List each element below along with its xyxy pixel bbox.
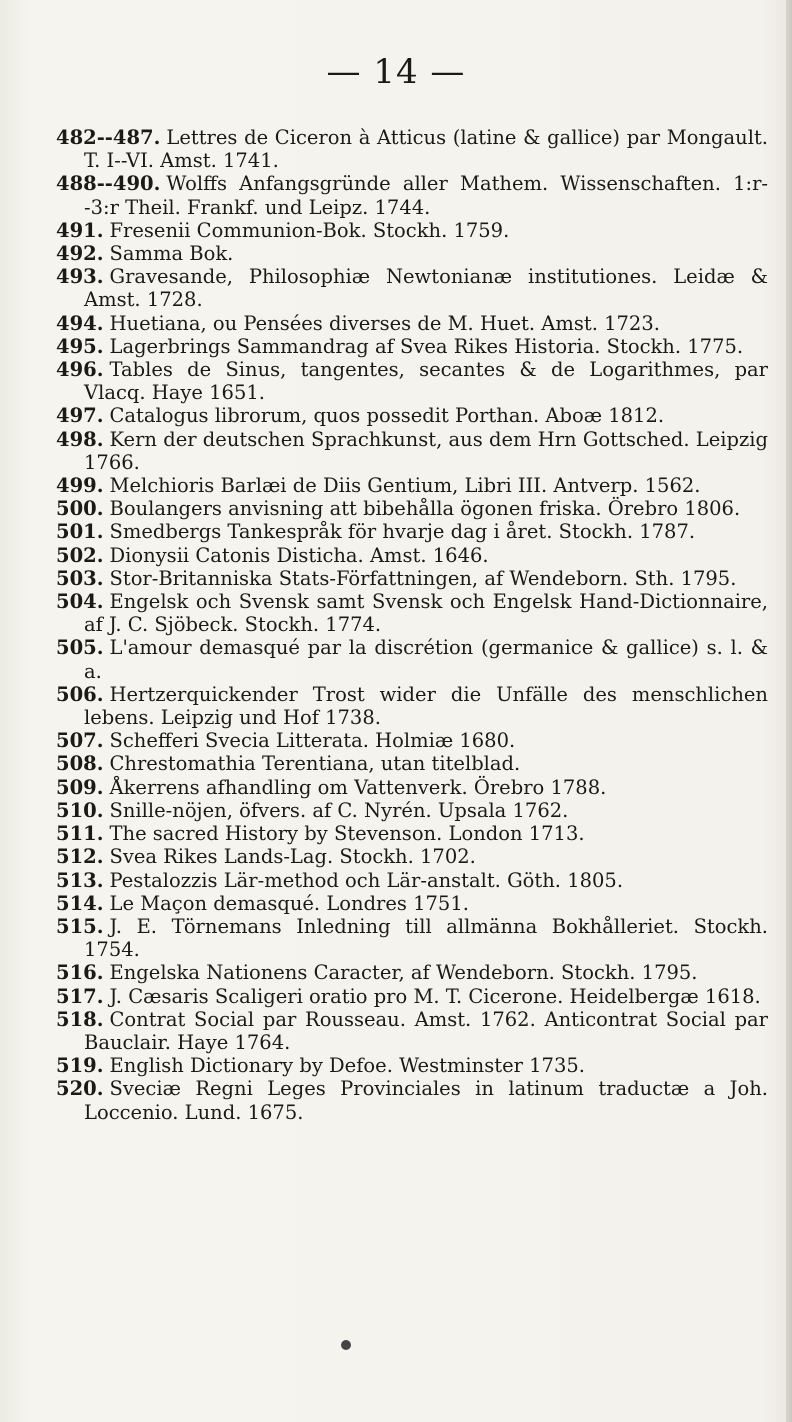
entry-number: 492. — [56, 242, 104, 266]
catalogue-entry — [56, 404, 768, 427]
catalogue-entry — [56, 915, 768, 961]
catalogue-entry — [56, 845, 768, 868]
entry-number: 512. — [56, 845, 104, 869]
page-number: — 14 — — [326, 52, 466, 92]
entry-text: Snille-nöjen, öfvers. af C. Nyrén. Upsala 1762. — [109, 798, 569, 822]
catalogue-entry — [56, 776, 768, 799]
catalogue-entry — [56, 242, 768, 265]
entry-text: Engelsk och Svensk samt Svensk och Engelsk Hand-Dictionnaire, af J. C. Sjöbeck. Stockh. 1774. — [84, 590, 768, 637]
catalogue-entry — [56, 799, 768, 822]
ink-blot — [341, 1340, 351, 1350]
catalogue-entry — [56, 729, 768, 752]
catalogue-entry — [56, 544, 768, 567]
entry-number: 507. — [56, 729, 104, 753]
entry-text: Wolffs Anfangsgründe aller Mathem. Wissenschaften. 1:r--3:r Theil. Frankf. und Leipz. 1744. — [84, 172, 768, 219]
entry-text: Schefferi Svecia Litterata. Holmiæ 1680. — [109, 729, 516, 753]
entry-number: 503. — [56, 566, 104, 590]
catalogue-entry — [56, 752, 768, 775]
entry-number: 502. — [56, 543, 104, 567]
entry-number: 505. — [56, 636, 104, 660]
entry-number: 517. — [56, 984, 104, 1008]
entry-text: Huetiana, ou Pensées diverses de M. Huet. Amst. 1723. — [109, 311, 660, 335]
catalogue-entry — [56, 590, 768, 636]
entry-text: Stor-Britanniska Stats-Författningen, af Wendeborn. Sth. 1795. — [109, 566, 737, 590]
entry-text: Chrestomathia Terentiana, utan titelblad. — [109, 752, 521, 776]
catalogue-entry — [56, 335, 768, 358]
entry-text: J. Cæsaris Scaligeri oratio pro M. T. Cicerone. Heidelbergæ 1618. — [109, 984, 761, 1008]
entry-text: Gravesande, Philosophiæ Newtonianæ institutiones. Leidæ & Amst. 1728. — [84, 265, 768, 312]
catalogue-entry — [56, 265, 768, 311]
catalogue-entry — [56, 961, 768, 984]
entry-text: Åkerrens afhandling om Vattenverk. Örebro 1788. — [109, 775, 607, 799]
catalogue-entry — [56, 1054, 768, 1077]
entry-text: Tables de Sinus, tangentes, secantes & de Logarithmes, par Vlacq. Haye 1651. — [84, 358, 768, 405]
entry-number: 520. — [56, 1077, 104, 1101]
entry-text: Smedbergs Tankespråk för hvarje dag i året. Stockh. 1787. — [109, 520, 696, 544]
entry-number: 498. — [56, 427, 104, 451]
entry-text: Le Maçon demasqué. Londres 1751. — [109, 891, 469, 915]
catalogue-entry — [56, 219, 768, 242]
catalogue-entry — [56, 172, 768, 218]
catalogue-entry — [56, 126, 768, 172]
entry-number: 488--490. — [56, 172, 161, 196]
entry-number: 509. — [56, 775, 104, 799]
entry-number: 495. — [56, 334, 104, 358]
entry-text: Dionysii Catonis Disticha. Amst. 1646. — [109, 543, 489, 567]
entry-number: 494. — [56, 311, 104, 335]
catalogue-entry — [56, 520, 768, 543]
catalogue-list — [56, 126, 768, 1124]
entry-text: J. E. Törnemans Inledning till allmänna Bokhålleriet. Stockh. 1754. — [84, 914, 768, 962]
entry-text: Pestalozzis Lär-method och Lär-anstalt. Göth. 1805. — [109, 868, 624, 892]
catalogue-entry — [56, 567, 768, 590]
catalogue-entry — [56, 474, 768, 497]
entry-number: 508. — [56, 752, 104, 776]
entry-text: L'amour demasqué par la discrétion (germanice & gallice) s. l. & a. — [84, 636, 768, 683]
entry-number: 501. — [56, 520, 104, 544]
entry-text: Sveciæ Regni Leges Provinciales in latinum traductæ a Joh. Loccenio. Lund. 1675. — [84, 1077, 768, 1124]
catalogue-entry — [56, 312, 768, 335]
catalogue-entry — [56, 636, 768, 682]
catalogue-entry — [56, 358, 768, 404]
entry-number: 497. — [56, 404, 104, 428]
entry-text: Hertzerquickender Trost wider die Unfälle des menschlichen lebens. Leipzig und Hof 1738. — [84, 682, 768, 730]
entry-number: 504. — [56, 590, 104, 614]
entry-text: Catalogus librorum, quos possedit Porthan. Aboæ 1812. — [109, 404, 665, 428]
entry-number: 513. — [56, 868, 104, 892]
entry-number: 510. — [56, 798, 104, 822]
catalogue-entry — [56, 892, 768, 915]
entry-number: 519. — [56, 1054, 104, 1078]
entry-number: 511. — [56, 822, 104, 846]
entry-number: 515. — [56, 914, 104, 938]
entry-text: Kern der deutschen Sprachkunst, aus dem Hrn Gottsched. Leipzig 1766. — [84, 427, 768, 474]
page-edge — [786, 0, 792, 1422]
entry-number: 499. — [56, 474, 104, 498]
entry-number: 491. — [56, 218, 104, 242]
entry-text: Fresenii Communion-Bok. Stockh. 1759. — [109, 218, 510, 242]
entry-number: 516. — [56, 961, 104, 985]
entry-number: 518. — [56, 1007, 104, 1031]
entry-text: Samma Bok. — [109, 242, 234, 266]
catalogue-entry — [56, 683, 768, 729]
entry-number: 506. — [56, 682, 104, 706]
entry-text: Lettres de Ciceron à Atticus (latine & gallice) par Mongault. T. I--VI. Amst. 1741. — [84, 126, 768, 173]
entry-text: Lagerbrings Sammandrag af Svea Rikes Historia. Stockh. 1775. — [109, 334, 744, 358]
entry-number: 496. — [56, 358, 104, 382]
entry-text: Melchioris Barlæi de Diis Gentium, Libri III. Antverp. 1562. — [109, 474, 701, 498]
entry-number: 482--487. — [56, 126, 161, 149]
catalogue-entry — [56, 497, 768, 520]
entry-text: Contrat Social par Rousseau. Amst. 1762. Anticontrat Social par Bauclair. Haye 1764. — [84, 1007, 768, 1054]
catalogue-entry — [56, 869, 768, 892]
catalogue-entry — [56, 985, 768, 1008]
entry-text: The sacred History by Stevenson. London 1713. — [109, 822, 585, 846]
entry-text: English Dictionary by Defoe. Westminster 1735. — [109, 1054, 585, 1078]
catalogue-entry — [56, 428, 768, 474]
entry-text: Engelska Nationens Caracter, af Wendeborn. Stockh. 1795. — [109, 961, 698, 985]
entry-number: 493. — [56, 265, 104, 289]
entry-text: Boulangers anvisning att bibehålla ögonen friska. Örebro 1806. — [109, 497, 741, 521]
entry-number: 500. — [56, 497, 104, 521]
catalogue-entry — [56, 1008, 768, 1054]
catalogue-entry — [56, 822, 768, 845]
entry-text: Svea Rikes Lands-Lag. Stockh. 1702. — [109, 845, 476, 869]
entry-number: 514. — [56, 891, 104, 915]
catalogue-entry — [56, 1077, 768, 1123]
